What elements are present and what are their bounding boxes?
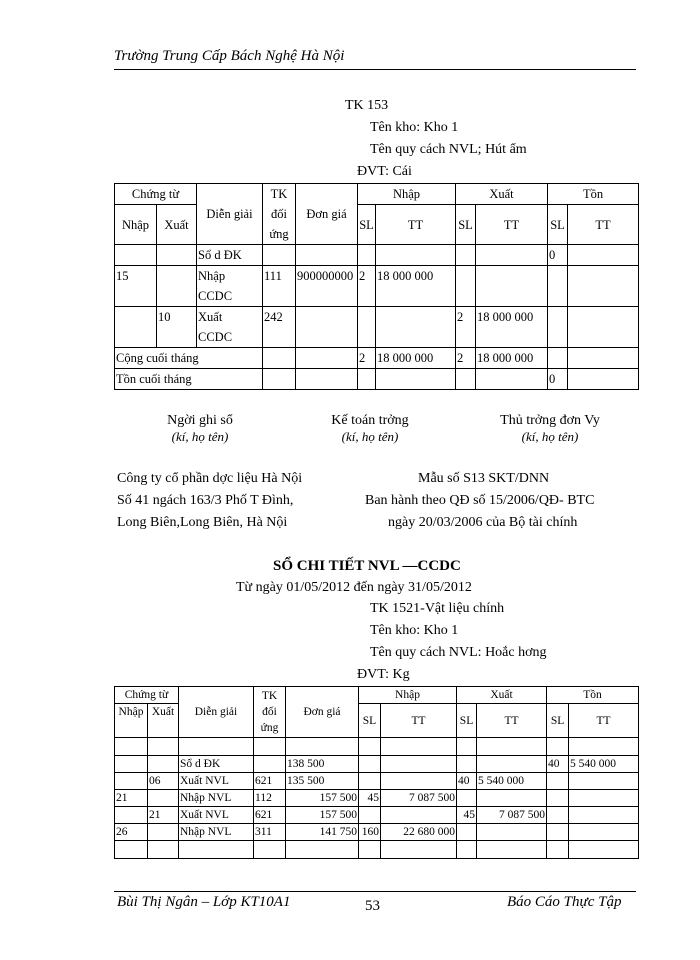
cell-tk: 311 bbox=[254, 824, 286, 841]
cell-ton-sl: 0 bbox=[548, 369, 568, 390]
cell-price: 135 500 bbox=[286, 773, 359, 790]
col-sl: SL bbox=[548, 205, 568, 245]
col-nhap: Nhập bbox=[359, 687, 457, 704]
col-tk: TK đối ứng bbox=[263, 184, 296, 245]
col-tt: TT bbox=[476, 205, 548, 245]
col-out: Xuất bbox=[157, 205, 197, 245]
cell-desc: Nhập CCDC bbox=[197, 266, 263, 307]
ledger2-account: TK 1521-Vật liệu chính bbox=[370, 601, 505, 616]
cell-ton-sl: 40 bbox=[547, 756, 569, 773]
table-row bbox=[115, 266, 639, 307]
cell-in-sl: 160 bbox=[359, 824, 381, 841]
cell-out: 06 bbox=[148, 773, 179, 790]
cell-desc: Xuất NVL bbox=[179, 807, 254, 824]
table-row bbox=[115, 790, 639, 807]
table-end-row bbox=[115, 369, 639, 390]
col-tk: TK đối ứng bbox=[254, 687, 286, 738]
cell-out-tt: 18 000 000 bbox=[476, 348, 548, 369]
table-subheader-row bbox=[115, 205, 639, 245]
cell-in-tt: 22 680 000 bbox=[381, 824, 457, 841]
col-xuat: Xuất bbox=[456, 184, 548, 205]
col-ton: Tồn bbox=[548, 184, 639, 205]
cell-price: 138 500 bbox=[286, 756, 359, 773]
col-price: Đơn giá bbox=[286, 687, 359, 738]
form-decision: Ban hành theo QĐ số 15/2006/QĐ- BTC bbox=[365, 493, 595, 508]
table-empty-row bbox=[115, 841, 639, 859]
cell-tk: 111 bbox=[263, 266, 296, 307]
col-desc: Diễn giải bbox=[197, 184, 263, 245]
cell-in: 26 bbox=[115, 824, 148, 841]
cell-out: 21 bbox=[148, 807, 179, 824]
table-header-row bbox=[115, 687, 639, 704]
col-nhap: Nhập bbox=[358, 184, 456, 205]
form-number: Mẫu số S13 SKT/DNN bbox=[418, 471, 550, 486]
cell-in-sl: 2 bbox=[358, 348, 376, 369]
ledger2-warehouse: Tên kho: Kho 1 bbox=[370, 623, 459, 638]
page-header: Trường Trung Cấp Bách Nghệ Hà Nội bbox=[114, 48, 345, 64]
cell-in-tt: 18 000 000 bbox=[376, 266, 456, 307]
table-row bbox=[115, 245, 639, 266]
ledger1-warehouse: Tên kho: Kho 1 bbox=[370, 120, 459, 135]
cell-out-sl: 45 bbox=[457, 807, 477, 824]
form-date: ngày 20/03/2006 của Bộ tài chính bbox=[388, 515, 578, 530]
company-address: Số 41 ngách 163/3 Phố T Đình, bbox=[117, 493, 294, 508]
company-district: Long Biên,Long Biên, Hà Nội bbox=[117, 515, 288, 530]
cell-out-sl: 2 bbox=[456, 307, 476, 348]
cell-out-sl: 40 bbox=[457, 773, 477, 790]
cell-out: 10 bbox=[157, 307, 197, 348]
col-tt: TT bbox=[381, 704, 457, 738]
col-in: Nhập bbox=[115, 704, 148, 738]
table-header-row bbox=[115, 184, 639, 205]
col-sl: SL bbox=[547, 704, 569, 738]
col-tt: TT bbox=[569, 704, 639, 738]
footer-author: Bùi Thị Ngân – Lớp KT10A1 bbox=[117, 894, 291, 910]
cell-tk: 242 bbox=[263, 307, 296, 348]
col-desc: Diễn giải bbox=[179, 687, 254, 738]
col-xuat: Xuất bbox=[457, 687, 547, 704]
col-sl: SL bbox=[457, 704, 477, 738]
col-sl: SL bbox=[359, 704, 381, 738]
cell-in-tt: 7 087 500 bbox=[381, 790, 457, 807]
cell-price: 900000000 bbox=[296, 266, 358, 307]
ledger2-title: SỔ CHI TIẾT NVL —CCDC bbox=[273, 558, 461, 574]
col-tt: TT bbox=[568, 205, 639, 245]
ledger1-account: TK 153 bbox=[345, 98, 389, 113]
cell-ton-sl: 0 bbox=[548, 245, 568, 266]
cell-out-tt: 7 087 500 bbox=[477, 807, 547, 824]
ledger1-spec: Tên quy cách NVL; Hút ẩm bbox=[370, 142, 527, 157]
footer-report: Báo Cáo Thực Tập bbox=[507, 894, 622, 910]
cell-desc: Nhập NVL bbox=[179, 790, 254, 807]
col-price: Đơn giá bbox=[296, 184, 358, 245]
table-total-row bbox=[115, 348, 639, 369]
col-sl: SL bbox=[456, 205, 476, 245]
cell-desc: Xuất CCDC bbox=[197, 307, 263, 348]
table-spacer-row bbox=[115, 738, 639, 756]
col-in: Nhập bbox=[115, 205, 157, 245]
ledger2-table bbox=[114, 686, 639, 859]
signature-director: Thủ trởng đơn Vy (kí, họ tên) bbox=[500, 413, 600, 444]
cell-end-label: Tồn cuối tháng bbox=[115, 369, 263, 390]
page-number: 53 bbox=[365, 898, 380, 914]
cell-desc: Nhập NVL bbox=[179, 824, 254, 841]
ledger1-table bbox=[114, 183, 639, 390]
cell-out-tt: 5 540 000 bbox=[477, 773, 547, 790]
cell-desc: Sổ d ĐK bbox=[179, 756, 254, 773]
col-voucher: Chứng từ bbox=[115, 687, 179, 704]
cell-out-sl: 2 bbox=[456, 348, 476, 369]
col-sl: SL bbox=[358, 205, 376, 245]
signature-preparer: Ngời ghi sổ (kí, họ tên) bbox=[167, 413, 233, 444]
ledger1-unit: ĐVT: Cái bbox=[357, 164, 412, 179]
cell-desc: Xuất NVL bbox=[179, 773, 254, 790]
cell-desc: Sổ d ĐK bbox=[197, 245, 263, 266]
header-rule bbox=[114, 69, 636, 70]
col-tt: TT bbox=[477, 704, 547, 738]
company-name: Công ty cổ phần dợc liệu Hà Nội bbox=[117, 471, 303, 486]
ledger2-period: Từ ngày 01/05/2012 đến ngày 31/05/2012 bbox=[236, 580, 472, 595]
cell-in: 21 bbox=[115, 790, 148, 807]
table-row bbox=[115, 807, 639, 824]
cell-price: 157 500 bbox=[286, 807, 359, 824]
signature-accountant: Kế toán trởng (kí, họ tên) bbox=[331, 413, 409, 444]
cell-total-label: Cộng cuối tháng bbox=[115, 348, 263, 369]
cell-in-tt: 18 000 000 bbox=[376, 348, 456, 369]
cell-ton-tt: 5 540 000 bbox=[569, 756, 639, 773]
ledger2-spec: Tên quy cách NVL: Hoắc hơng bbox=[370, 645, 547, 660]
cell-price: 141 750 bbox=[286, 824, 359, 841]
footer-rule bbox=[114, 891, 636, 892]
table-row bbox=[115, 824, 639, 841]
col-tt: TT bbox=[376, 205, 456, 245]
cell-price: 157 500 bbox=[286, 790, 359, 807]
table-row bbox=[115, 307, 639, 348]
cell-out-tt: 18 000 000 bbox=[476, 307, 548, 348]
cell-in-sl: 45 bbox=[359, 790, 381, 807]
cell-tk: 621 bbox=[254, 773, 286, 790]
col-ton: Tồn bbox=[547, 687, 639, 704]
cell-tk: 621 bbox=[254, 807, 286, 824]
cell-tk: 112 bbox=[254, 790, 286, 807]
cell-in-sl: 2 bbox=[358, 266, 376, 307]
col-voucher: Chứng từ bbox=[115, 184, 197, 205]
cell-in: 15 bbox=[115, 266, 157, 307]
ledger2-unit: ĐVT: Kg bbox=[357, 667, 410, 682]
table-row bbox=[115, 773, 639, 790]
col-out: Xuất bbox=[148, 704, 179, 738]
table-row bbox=[115, 756, 639, 773]
